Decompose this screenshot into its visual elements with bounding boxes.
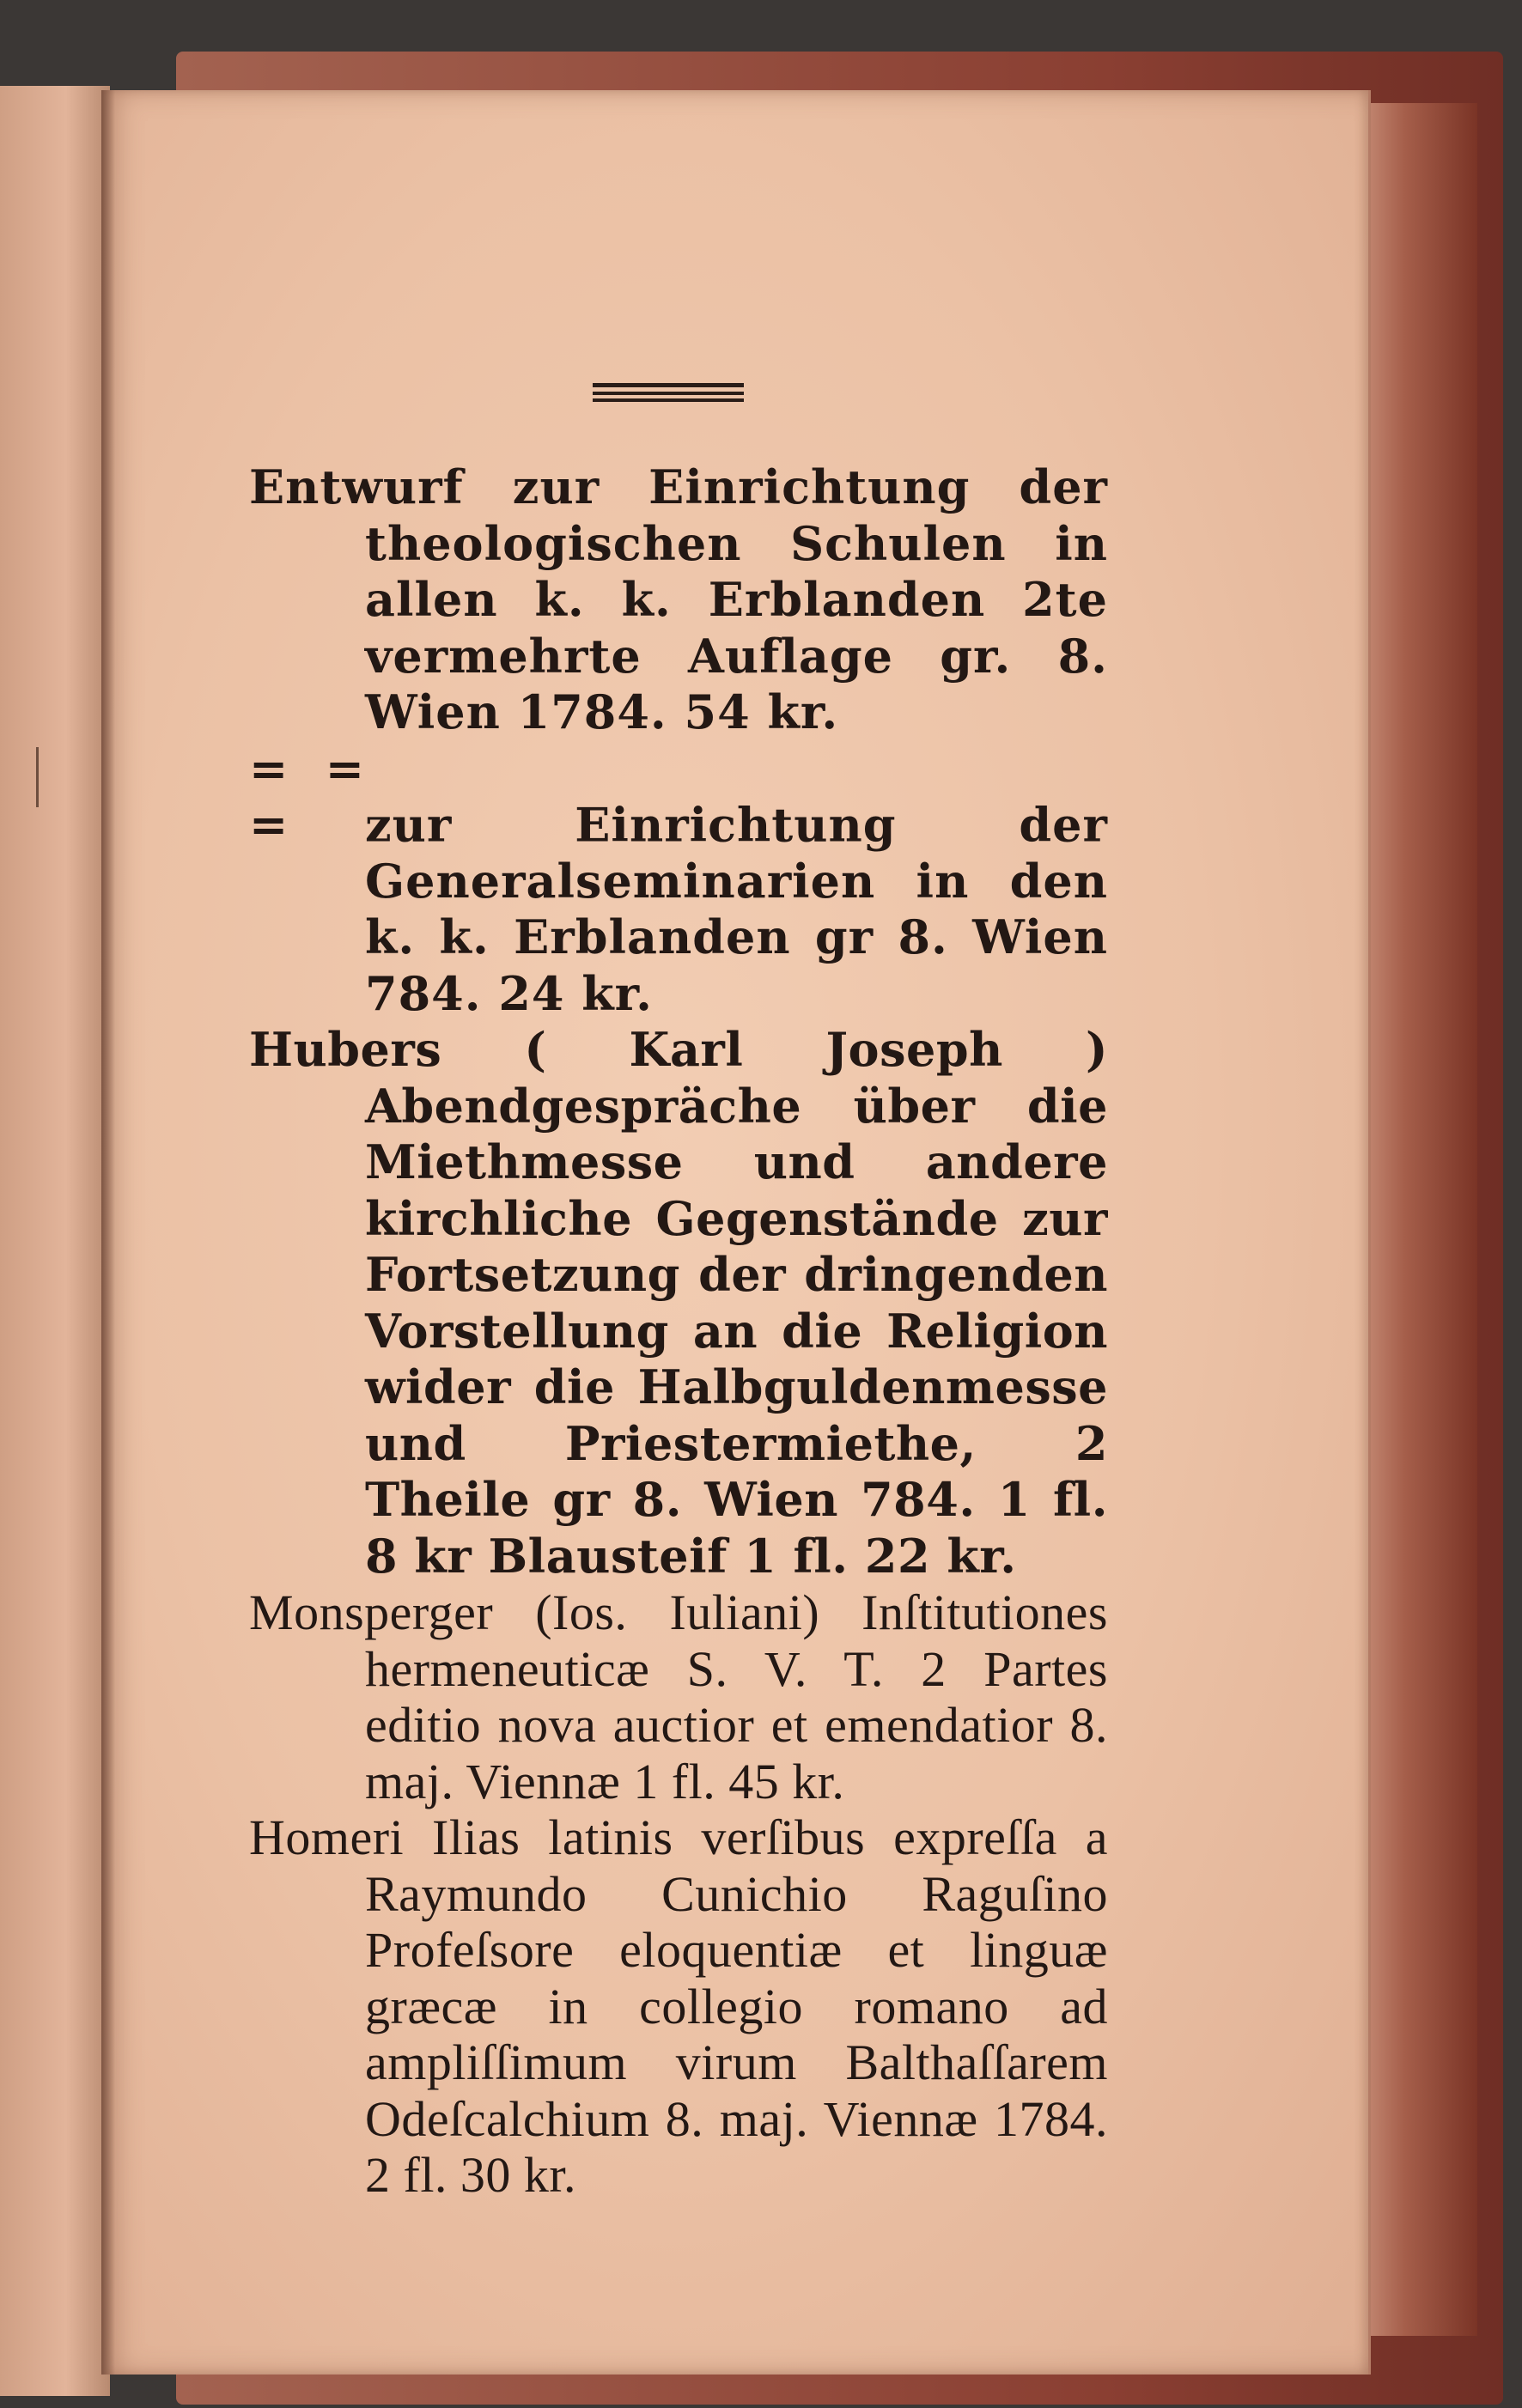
- catalogue-entries: [249, 459, 1108, 2204]
- section-divider-rule: [593, 383, 744, 405]
- entry-text: zur Einrichtung der Generalseminarien in den k. k. Erblanden gr 8. Wien 784. 24 kr.: [365, 797, 1108, 1021]
- catalogue-entry: [249, 459, 1108, 741]
- previous-page-edge: [0, 86, 110, 2396]
- catalogue-entry: [249, 1809, 1108, 2204]
- entry-text: Monsperger (Ios. Iuliani) Inſtitutiones hermeneuticæ S. V. T. 2 Partes editio nova auctior et emendatior 8. maj. Viennæ 1 fl. 45 kr.: [249, 1584, 1108, 1809]
- page-gutter-shadow: [101, 90, 115, 2375]
- ditto-mark: = = =: [249, 740, 365, 852]
- ink-line: [36, 747, 39, 807]
- entry-text: Hubers ( Karl Joseph ) Abendgespräche über die Miethmesse und andere kirchliche Gegenstände zur Fortsetzung der dringenden Vorstellung an die Religion wider die Halbguldenmesse und Priestermiethe, 2 Theile gr 8. Wien 784. 1 fl. 8 kr Blausteif 1 fl. 22 kr.: [249, 1022, 1108, 1584]
- entry-text: Homeri Ilias latinis verſibus expreſſa a Raymundo Cunichio Raguſino Profeſsore eloquentiæ et linguæ græcæ in collegio romano ad ampliſſimum virum Balthaſſarem Odeſcalchium 8. maj. Viennæ 1784. 2 fl. 30 kr.: [249, 1809, 1108, 2203]
- catalogue-entry: [249, 741, 1108, 1023]
- entry-text: Entwurf zur Einrichtung der theologischen Schulen in allen k. k. Erblanden 2te vermehrte Auflage gr. 8. Wien 1784. 54 kr.: [249, 459, 1108, 739]
- cover-edge: [1357, 103, 1477, 2336]
- catalogue-entry: [249, 1022, 1108, 1584]
- catalogue-entry: [249, 1584, 1108, 1809]
